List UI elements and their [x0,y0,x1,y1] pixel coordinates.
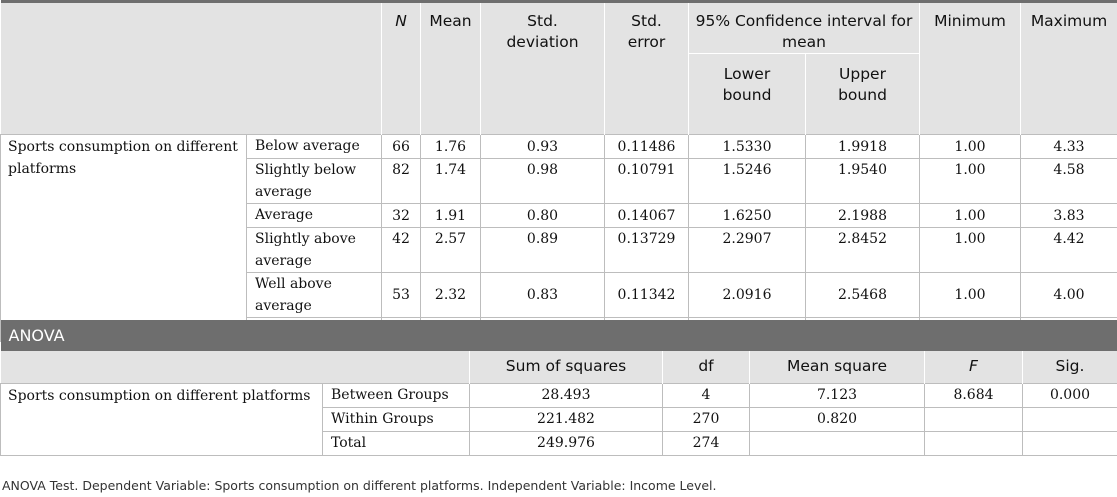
cell-lower: 1.5246 [689,159,806,204]
cell-sd: 0.80 [481,204,605,228]
cell-upper: 2.8452 [806,228,920,273]
header-sig: Sig. [1023,351,1117,383]
cell-mean: 2.32 [421,273,481,318]
cell-upper: 1.9918 [806,135,920,159]
cell-n: 66 [382,135,421,159]
header-minimum: Minimum [920,3,1021,135]
cell-min: 1.00 [920,273,1021,318]
cell-ss: 221.482 [470,407,663,431]
header-lower-bound: Lower bound [689,54,806,135]
cell-f [925,431,1023,455]
cell-se: 0.10791 [605,159,689,204]
cell-sig [1023,407,1117,431]
header-confidence-interval: 95% Confidence interval for mean [689,3,920,54]
header-f: F [925,351,1023,383]
cell-sd: 0.89 [481,228,605,273]
cell-lower: 2.2907 [689,228,806,273]
table-row [1,383,1117,407]
header-mean-square: Mean square [750,351,925,383]
header-std-error: Std. error [605,3,689,135]
cell-sig: 0.000 [1023,383,1117,407]
cell-min: 1.00 [920,135,1021,159]
cell-min: 1.00 [920,204,1021,228]
table-row [1,135,1117,159]
group-label: Well above average [247,273,382,318]
header-mean: Mean [421,3,481,135]
group-label: Below average [247,135,382,159]
variable-label: Sports consumption on different platforms [1,135,247,342]
cell-upper: 2.1988 [806,204,920,228]
cell-ms [750,431,925,455]
cell-mean: 1.76 [421,135,481,159]
cell-mean: 1.74 [421,159,481,204]
cell-upper: 2.5468 [806,273,920,318]
cell-f [925,407,1023,431]
source-label: Total [323,431,470,455]
header-maximum: Maximum [1021,3,1117,135]
cell-ms: 0.820 [750,407,925,431]
cell-max: 4.42 [1021,228,1117,273]
group-label: Slightly above average [247,228,382,273]
anova-variable-label: Sports consumption on different platforms [1,383,323,455]
anova-table [0,320,1117,456]
header-sum-of-squares: Sum of squares [470,351,663,383]
cell-upper: 1.9540 [806,159,920,204]
anova-header-blank [1,351,470,383]
cell-max: 4.00 [1021,273,1117,318]
table-footnote: ANOVA Test. Dependent Variable: Sports consumption on different platforms. Independent Variable: Income Level. [2,478,717,493]
cell-ss: 249.976 [470,431,663,455]
cell-n: 82 [382,159,421,204]
cell-se: 0.11342 [605,273,689,318]
cell-df: 274 [663,431,750,455]
cell-min: 1.00 [920,228,1021,273]
cell-ms: 7.123 [750,383,925,407]
cell-lower: 1.6250 [689,204,806,228]
cell-sd: 0.83 [481,273,605,318]
cell-max: 4.58 [1021,159,1117,204]
cell-n: 53 [382,273,421,318]
header-std-deviation: Std. deviation [481,3,605,135]
cell-df: 4 [663,383,750,407]
cell-max: 3.83 [1021,204,1117,228]
header-n: N [382,3,421,135]
cell-n: 42 [382,228,421,273]
cell-min: 1.00 [920,159,1021,204]
cell-sig [1023,431,1117,455]
header-blank [1,3,382,135]
cell-se: 0.13729 [605,228,689,273]
header-upper-bound: Upper bound [806,54,920,135]
source-label: Within Groups [323,407,470,431]
source-label: Between Groups [323,383,470,407]
cell-lower: 1.5330 [689,135,806,159]
cell-lower: 2.0916 [689,273,806,318]
cell-sd: 0.98 [481,159,605,204]
group-label: Slightly below average [247,159,382,204]
cell-sd: 0.93 [481,135,605,159]
cell-ss: 28.493 [470,383,663,407]
header-df: df [663,351,750,383]
cell-df: 270 [663,407,750,431]
group-label: Average [247,204,382,228]
cell-mean: 1.91 [421,204,481,228]
cell-n: 32 [382,204,421,228]
cell-se: 0.11486 [605,135,689,159]
cell-mean: 2.57 [421,228,481,273]
cell-max: 4.33 [1021,135,1117,159]
anova-title: ANOVA [1,320,1117,351]
cell-f: 8.684 [925,383,1023,407]
cell-se: 0.14067 [605,204,689,228]
